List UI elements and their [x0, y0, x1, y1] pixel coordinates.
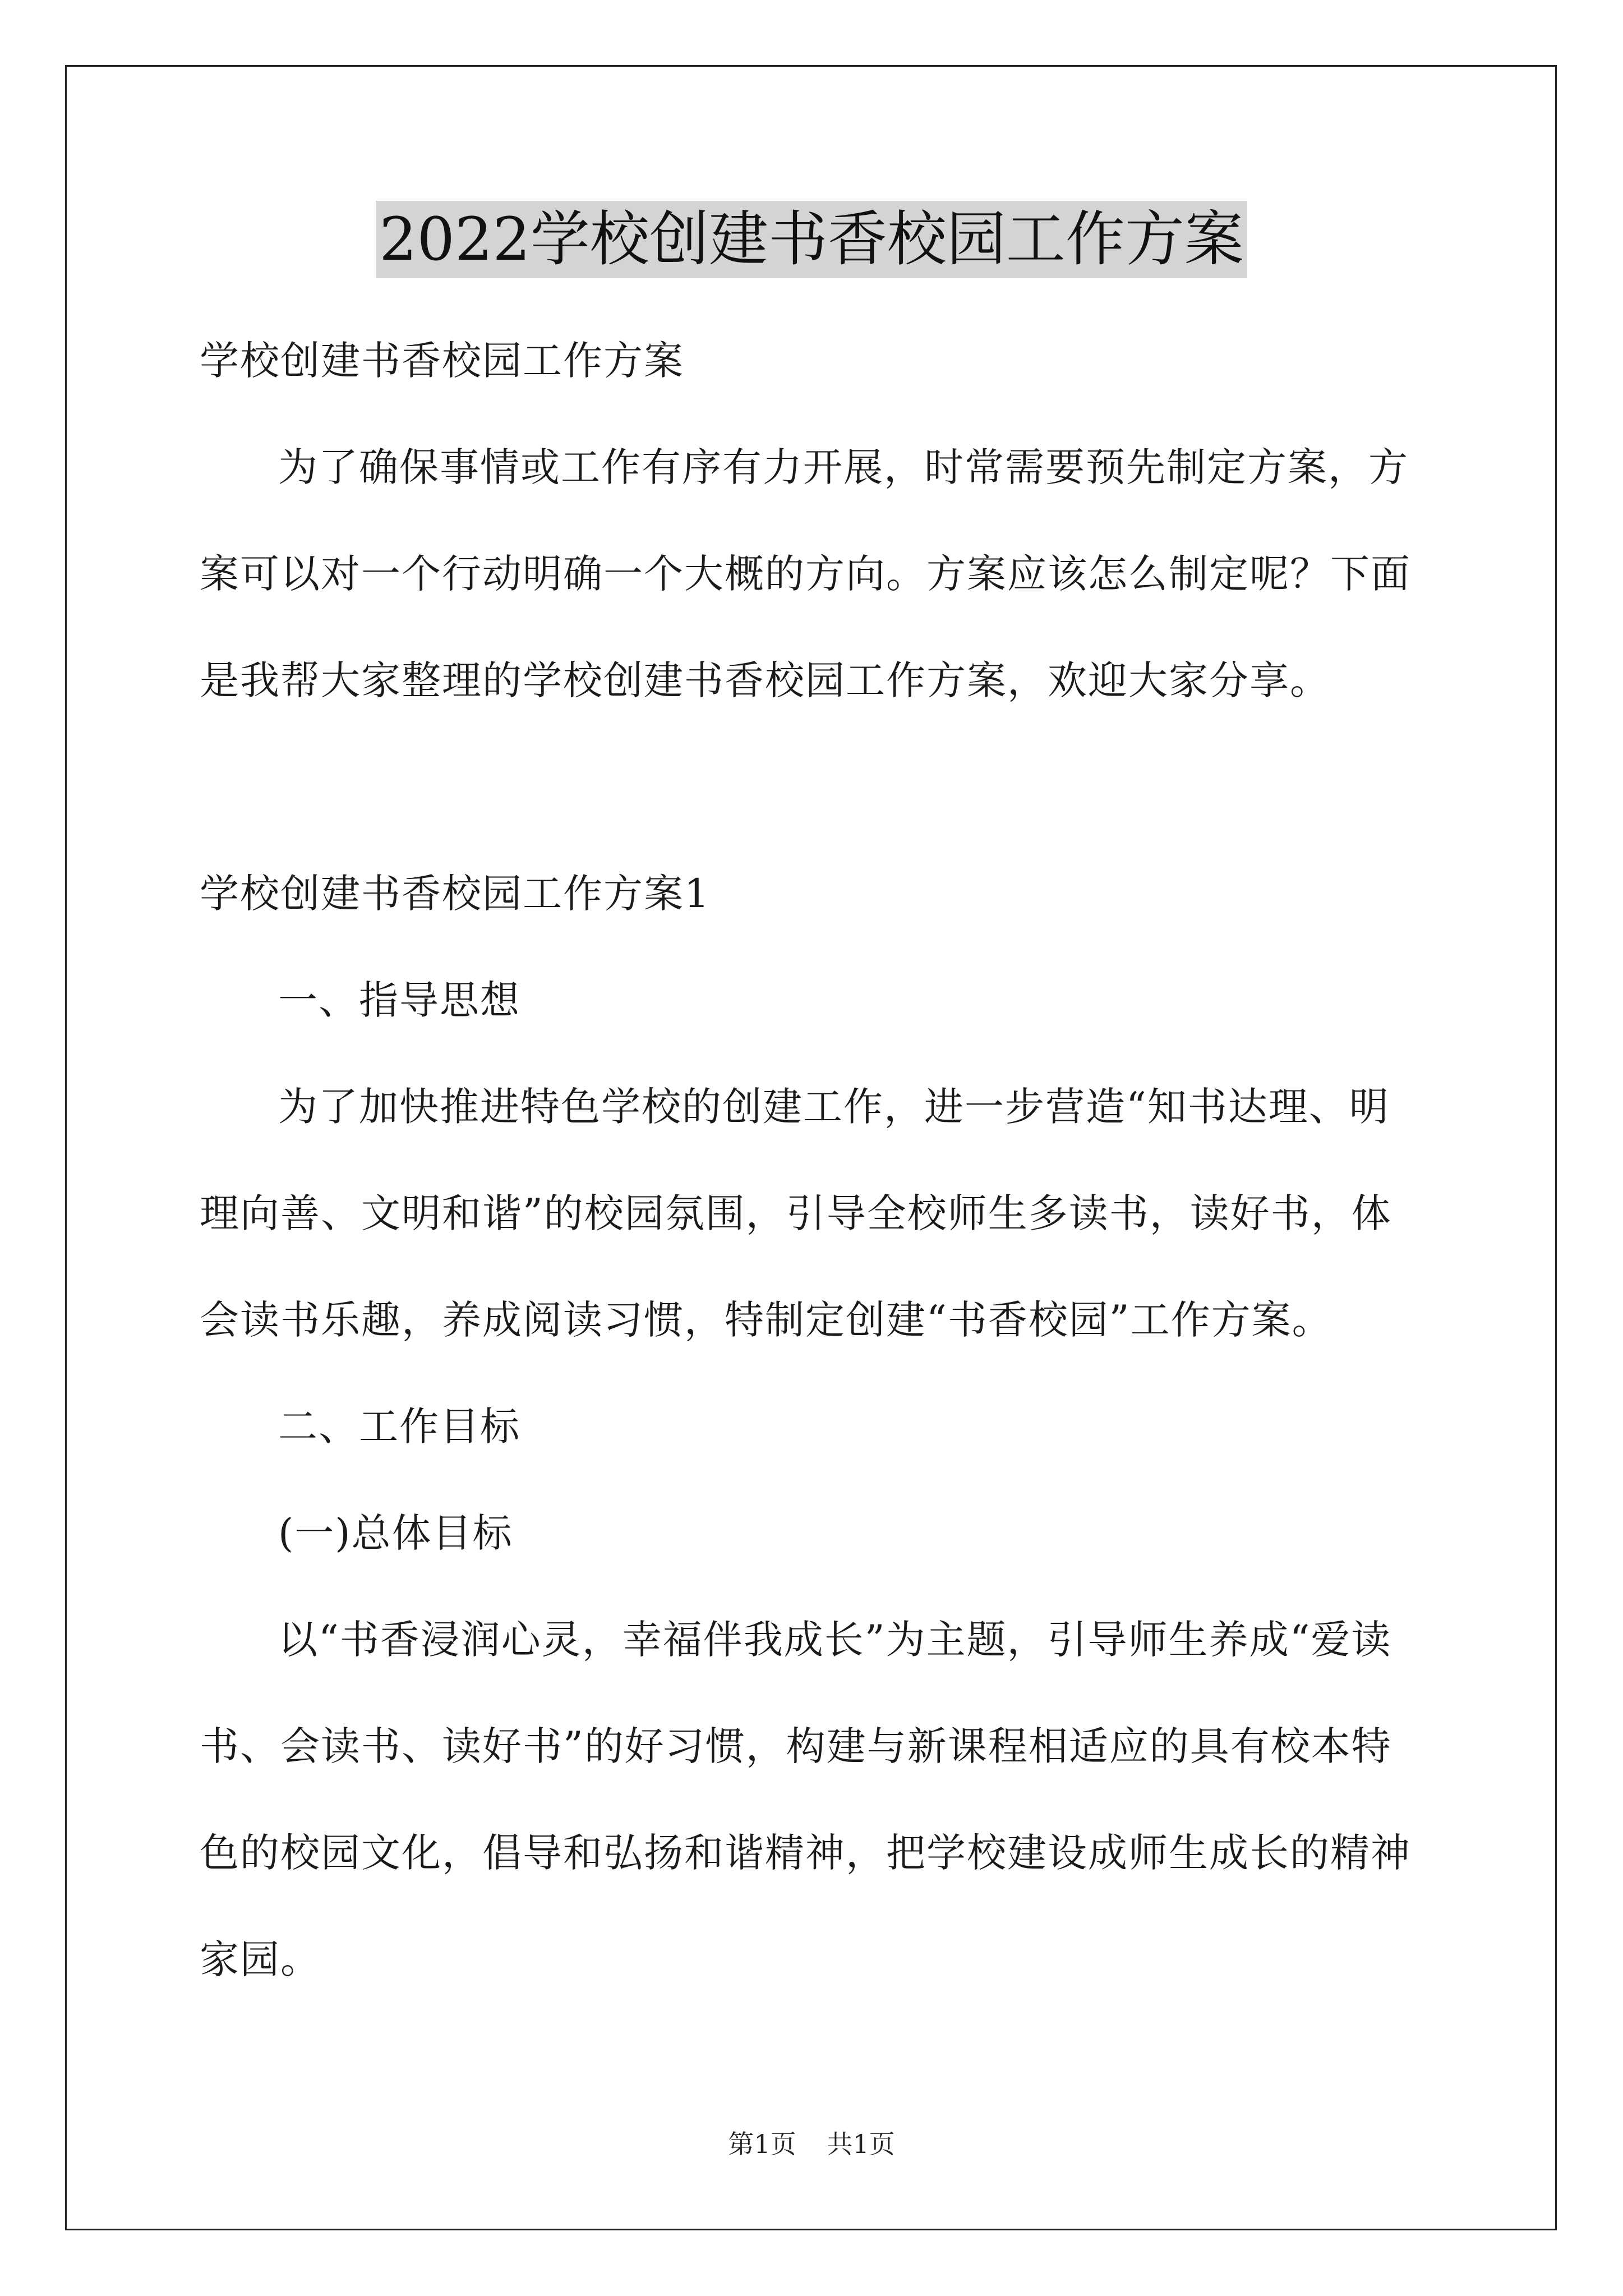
page-total: 共1页: [827, 2129, 895, 2159]
document-title: 2022学校创建书香校园工作方案: [376, 201, 1247, 278]
page-footer: [0, 2127, 1623, 2161]
blank-line: [200, 734, 1423, 840]
heading-overall-goals: (一)总体目标: [278, 1510, 513, 1556]
paragraph-intro: 为了确保事情或工作有序有力开展，时常需要预先制定方案，方案可以对一个行动明确一个大概的方向。方案应该怎么制定呢？下面是我帮大家整理的学校创建书香校园工作方案，欢迎大家分享。: [200, 444, 1411, 703]
document-body: [200, 307, 1423, 2013]
title-container: [0, 201, 1623, 278]
paragraph-subtitle: 学校创建书香校园工作方案: [200, 338, 684, 384]
heading-guiding-ideology: 一、指导思想: [278, 977, 520, 1023]
section-heading-plan-1: 学校创建书香校园工作方案1: [200, 871, 711, 917]
page-number: 第1页: [728, 2129, 796, 2159]
heading-work-goals: 二、工作目标: [278, 1404, 520, 1450]
paragraph-guiding-ideology: 为了加快推进特色学校的创建工作，进一步营造“知书达理、明理向善、文明和谐”的校园氛围，引导全校师生多读书，读好书，体会读书乐趣，养成阅读习惯，特制定创建“书香校园”工作方案。: [200, 1084, 1392, 1343]
paragraph-overall-goals: 以“书香浸润心灵，幸福伴我成长”为主题，引导师生养成“爱读书、会读书、读好书”的好习惯，构建与新课程相适应的具有校本特色的校园文化，倡导和弘扬和谐精神，把学校建设成师生成长的精神家园。: [200, 1617, 1411, 1982]
